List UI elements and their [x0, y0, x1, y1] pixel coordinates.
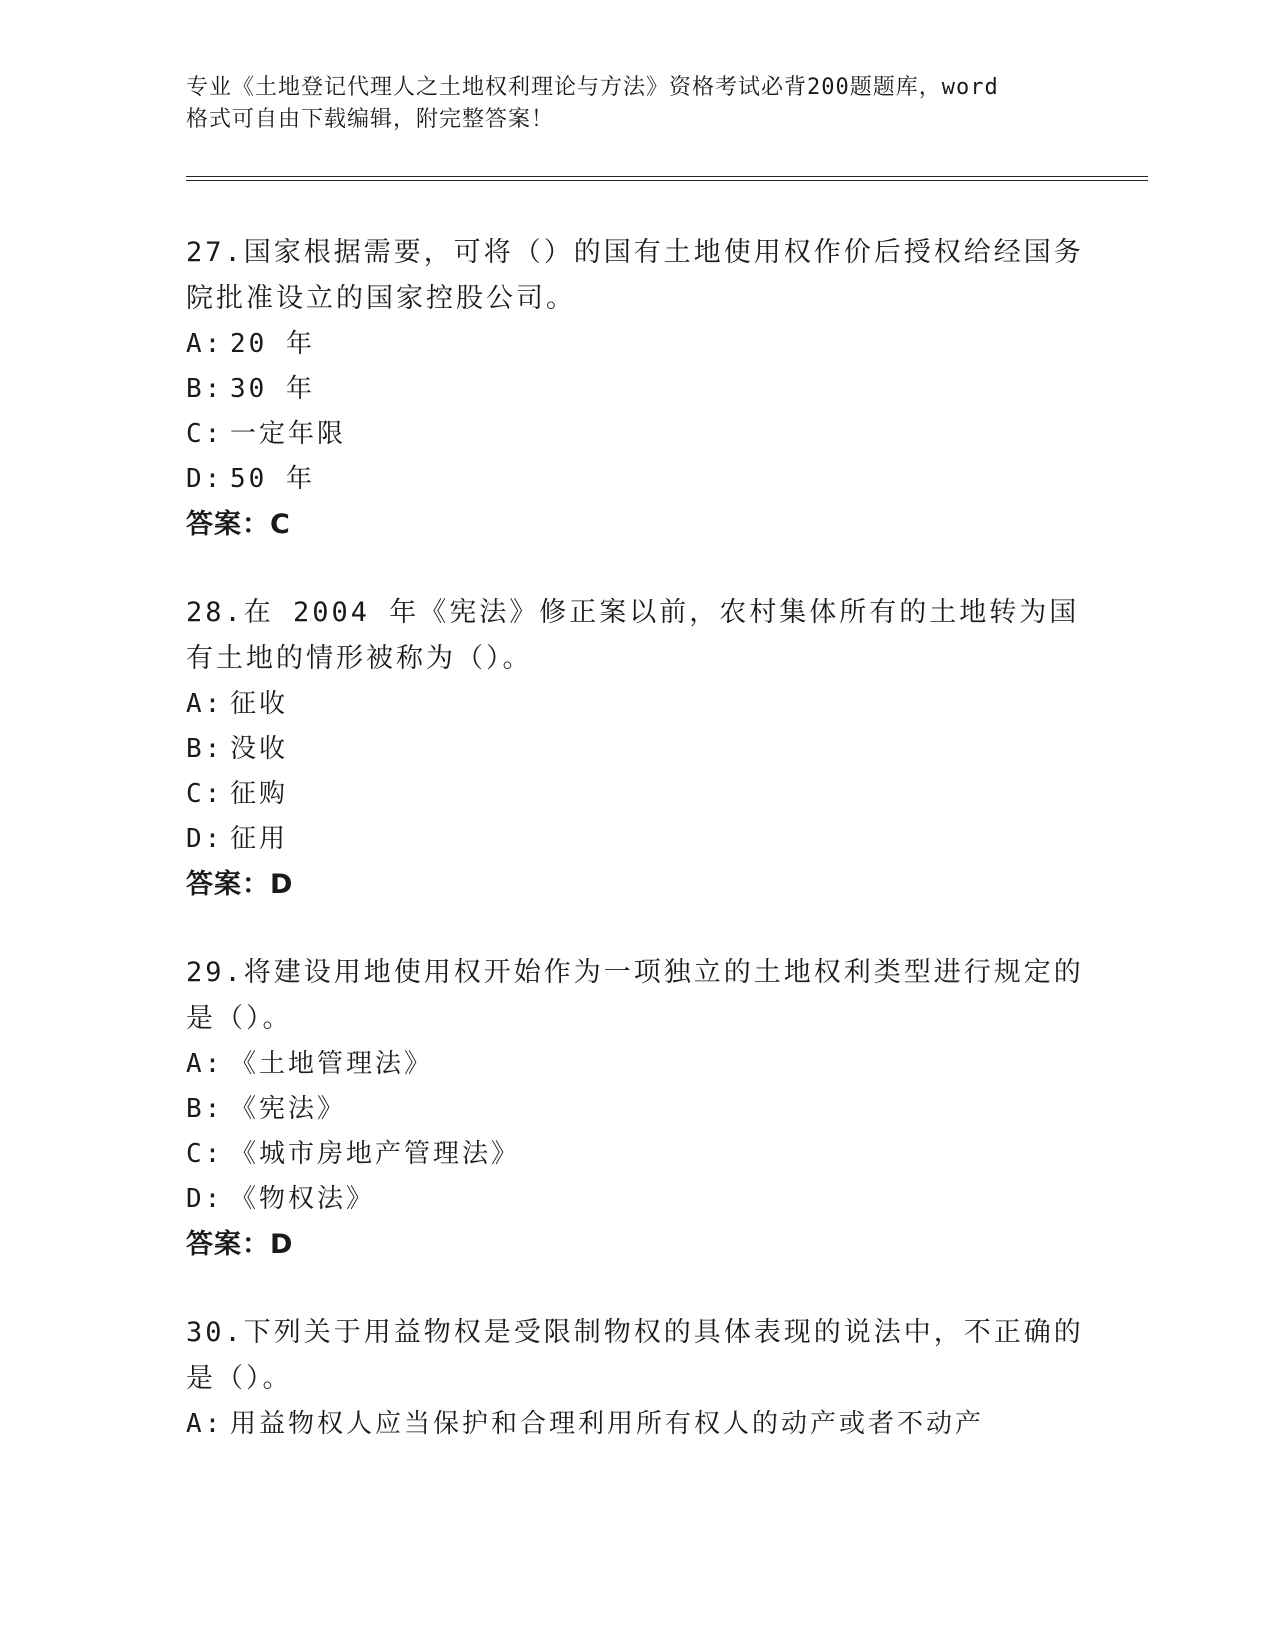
question-30: [186, 1310, 1086, 1447]
option-text: 《土地管理法》: [230, 1049, 434, 1079]
option-a: [186, 1042, 1086, 1087]
option-b: [186, 1087, 1086, 1132]
option-letter: B:: [186, 734, 224, 764]
answer-label: 答案：D: [186, 869, 294, 900]
header-line-2: 格式可自由下载编辑，附完整答案！: [186, 107, 555, 132]
question-text: 29.将建设用地使用权开始作为一项独立的土地权利类型进行规定的是（）。: [186, 957, 1084, 1034]
option-text: 征购: [230, 779, 289, 809]
option-letter: A:: [186, 1409, 224, 1439]
option-letter: C:: [186, 419, 224, 449]
header-divider: [186, 176, 1148, 181]
option-d: [186, 1177, 1086, 1222]
option-letter: D:: [186, 824, 224, 854]
option-text: 用益物权人应当保护和合理利用所有权人的动产或者不动产: [230, 1409, 985, 1439]
option-letter: D:: [186, 1184, 224, 1214]
question-text: 30.下列关于用益物权是受限制物权的具体表现的说法中，不正确的是（）。: [186, 1317, 1084, 1394]
option-letter: A:: [186, 329, 224, 359]
question-text: 27.国家根据需要，可将（）的国有土地使用权作价后授权给经国务院批准设立的国家控股公司。: [186, 237, 1084, 314]
option-b: [186, 367, 1086, 412]
option-letter: D:: [186, 464, 224, 494]
option-letter: C:: [186, 1139, 224, 1169]
option-text: 征收: [230, 689, 289, 719]
option-d: [186, 457, 1086, 502]
option-text: 50 年: [230, 464, 315, 494]
option-text: 《城市房地产管理法》: [230, 1139, 521, 1169]
option-letter: A:: [186, 1049, 224, 1079]
option-text: 20 年: [230, 329, 315, 359]
option-a: [186, 322, 1086, 367]
option-letter: B:: [186, 374, 224, 404]
question-29: [186, 950, 1086, 1268]
header-line-1: 专业《土地登记代理人之土地权利理论与方法》资格考试必背200题题库，word: [186, 75, 999, 100]
option-c: [186, 1132, 1086, 1177]
option-a: [186, 682, 1086, 727]
question-text: 28.在 2004 年《宪法》修正案以前，农村集体所有的土地转为国有土地的情形被称为（）。: [186, 597, 1080, 674]
option-a: [186, 1402, 1086, 1447]
document-header: [186, 72, 1076, 136]
option-letter: A:: [186, 689, 224, 719]
option-c: [186, 772, 1086, 817]
answer-label: 答案：D: [186, 1229, 294, 1260]
answer-label: 答案：C: [186, 509, 291, 540]
option-b: [186, 727, 1086, 772]
option-text: 30 年: [230, 374, 315, 404]
option-c: [186, 412, 1086, 457]
question-27: [186, 230, 1086, 548]
option-text: 《物权法》: [230, 1184, 376, 1214]
question-28: [186, 590, 1086, 908]
option-text: 《宪法》: [230, 1094, 347, 1124]
option-letter: B:: [186, 1094, 224, 1124]
option-d: [186, 817, 1086, 862]
option-letter: C:: [186, 779, 224, 809]
option-text: 没收: [230, 734, 289, 764]
option-text: 一定年限: [230, 419, 347, 449]
option-text: 征用: [230, 824, 289, 854]
